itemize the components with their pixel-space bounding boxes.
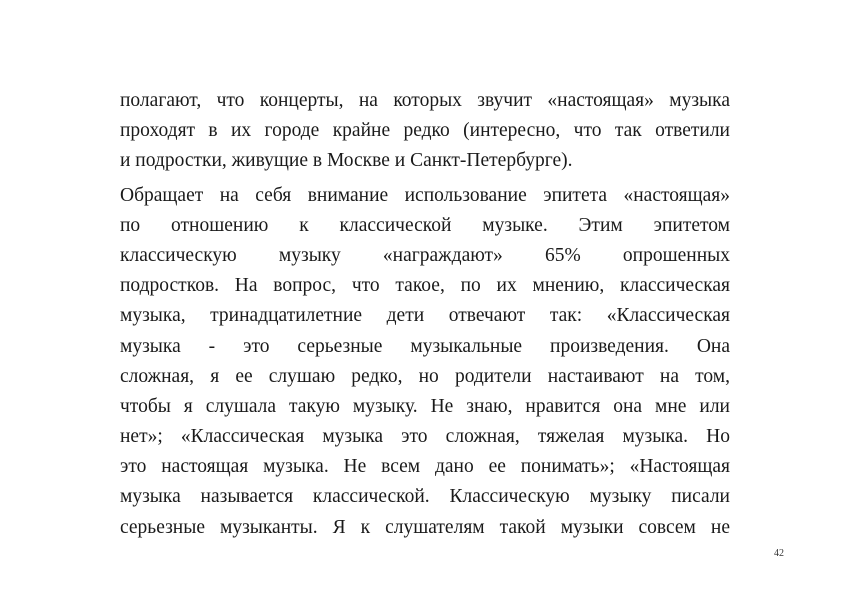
text-line: полагают, что концерты, на которых звучит «настоящая» музыка — [120, 90, 730, 111]
text-line: серьезные музыканты. Я к слушателям такой музыки совсем не — [120, 516, 730, 538]
paragraph-2 — [120, 181, 730, 543]
paragraph-1 — [120, 86, 730, 177]
text-line: и подростки, живущие в Москве и Санкт-Петербурге). — [120, 150, 573, 172]
text-line: по отношению к классической музыке. Этим эпитетом — [120, 214, 730, 236]
text-line: проходят в их городе крайне редко (интересно, что так ответили — [120, 120, 730, 142]
page-number: 42 — [774, 548, 784, 559]
text-line: сложная, я ее слушаю редко, но родители настаивают на том, — [120, 365, 730, 387]
text-line: нет»; «Классическая музыка это сложная, тяжелая музыка. Но — [120, 426, 730, 448]
text-line: чтобы я слушала такую музыку. Не знаю, нравится она мне или — [120, 395, 730, 417]
text-line: музыка - это серьезные музыкальные произведения. Она — [120, 335, 730, 357]
text-line: музыка, тринадцатилетние дети отвечают так: «Классическая — [120, 305, 730, 327]
text-line: Обращает на себя внимание использование эпитета «настоящая» — [120, 184, 730, 206]
text-line: это настоящая музыка. Не всем дано ее понимать»; «Настоящая — [120, 456, 730, 478]
text-line: классическую музыку «награждают» 65% опрошенных — [120, 244, 730, 266]
text-line: подростков. На вопрос, что такое, по их мнению, классическая — [120, 275, 730, 297]
body-text — [120, 86, 730, 543]
text-line: музыка называется классической. Классическую музыку писали — [120, 486, 730, 508]
